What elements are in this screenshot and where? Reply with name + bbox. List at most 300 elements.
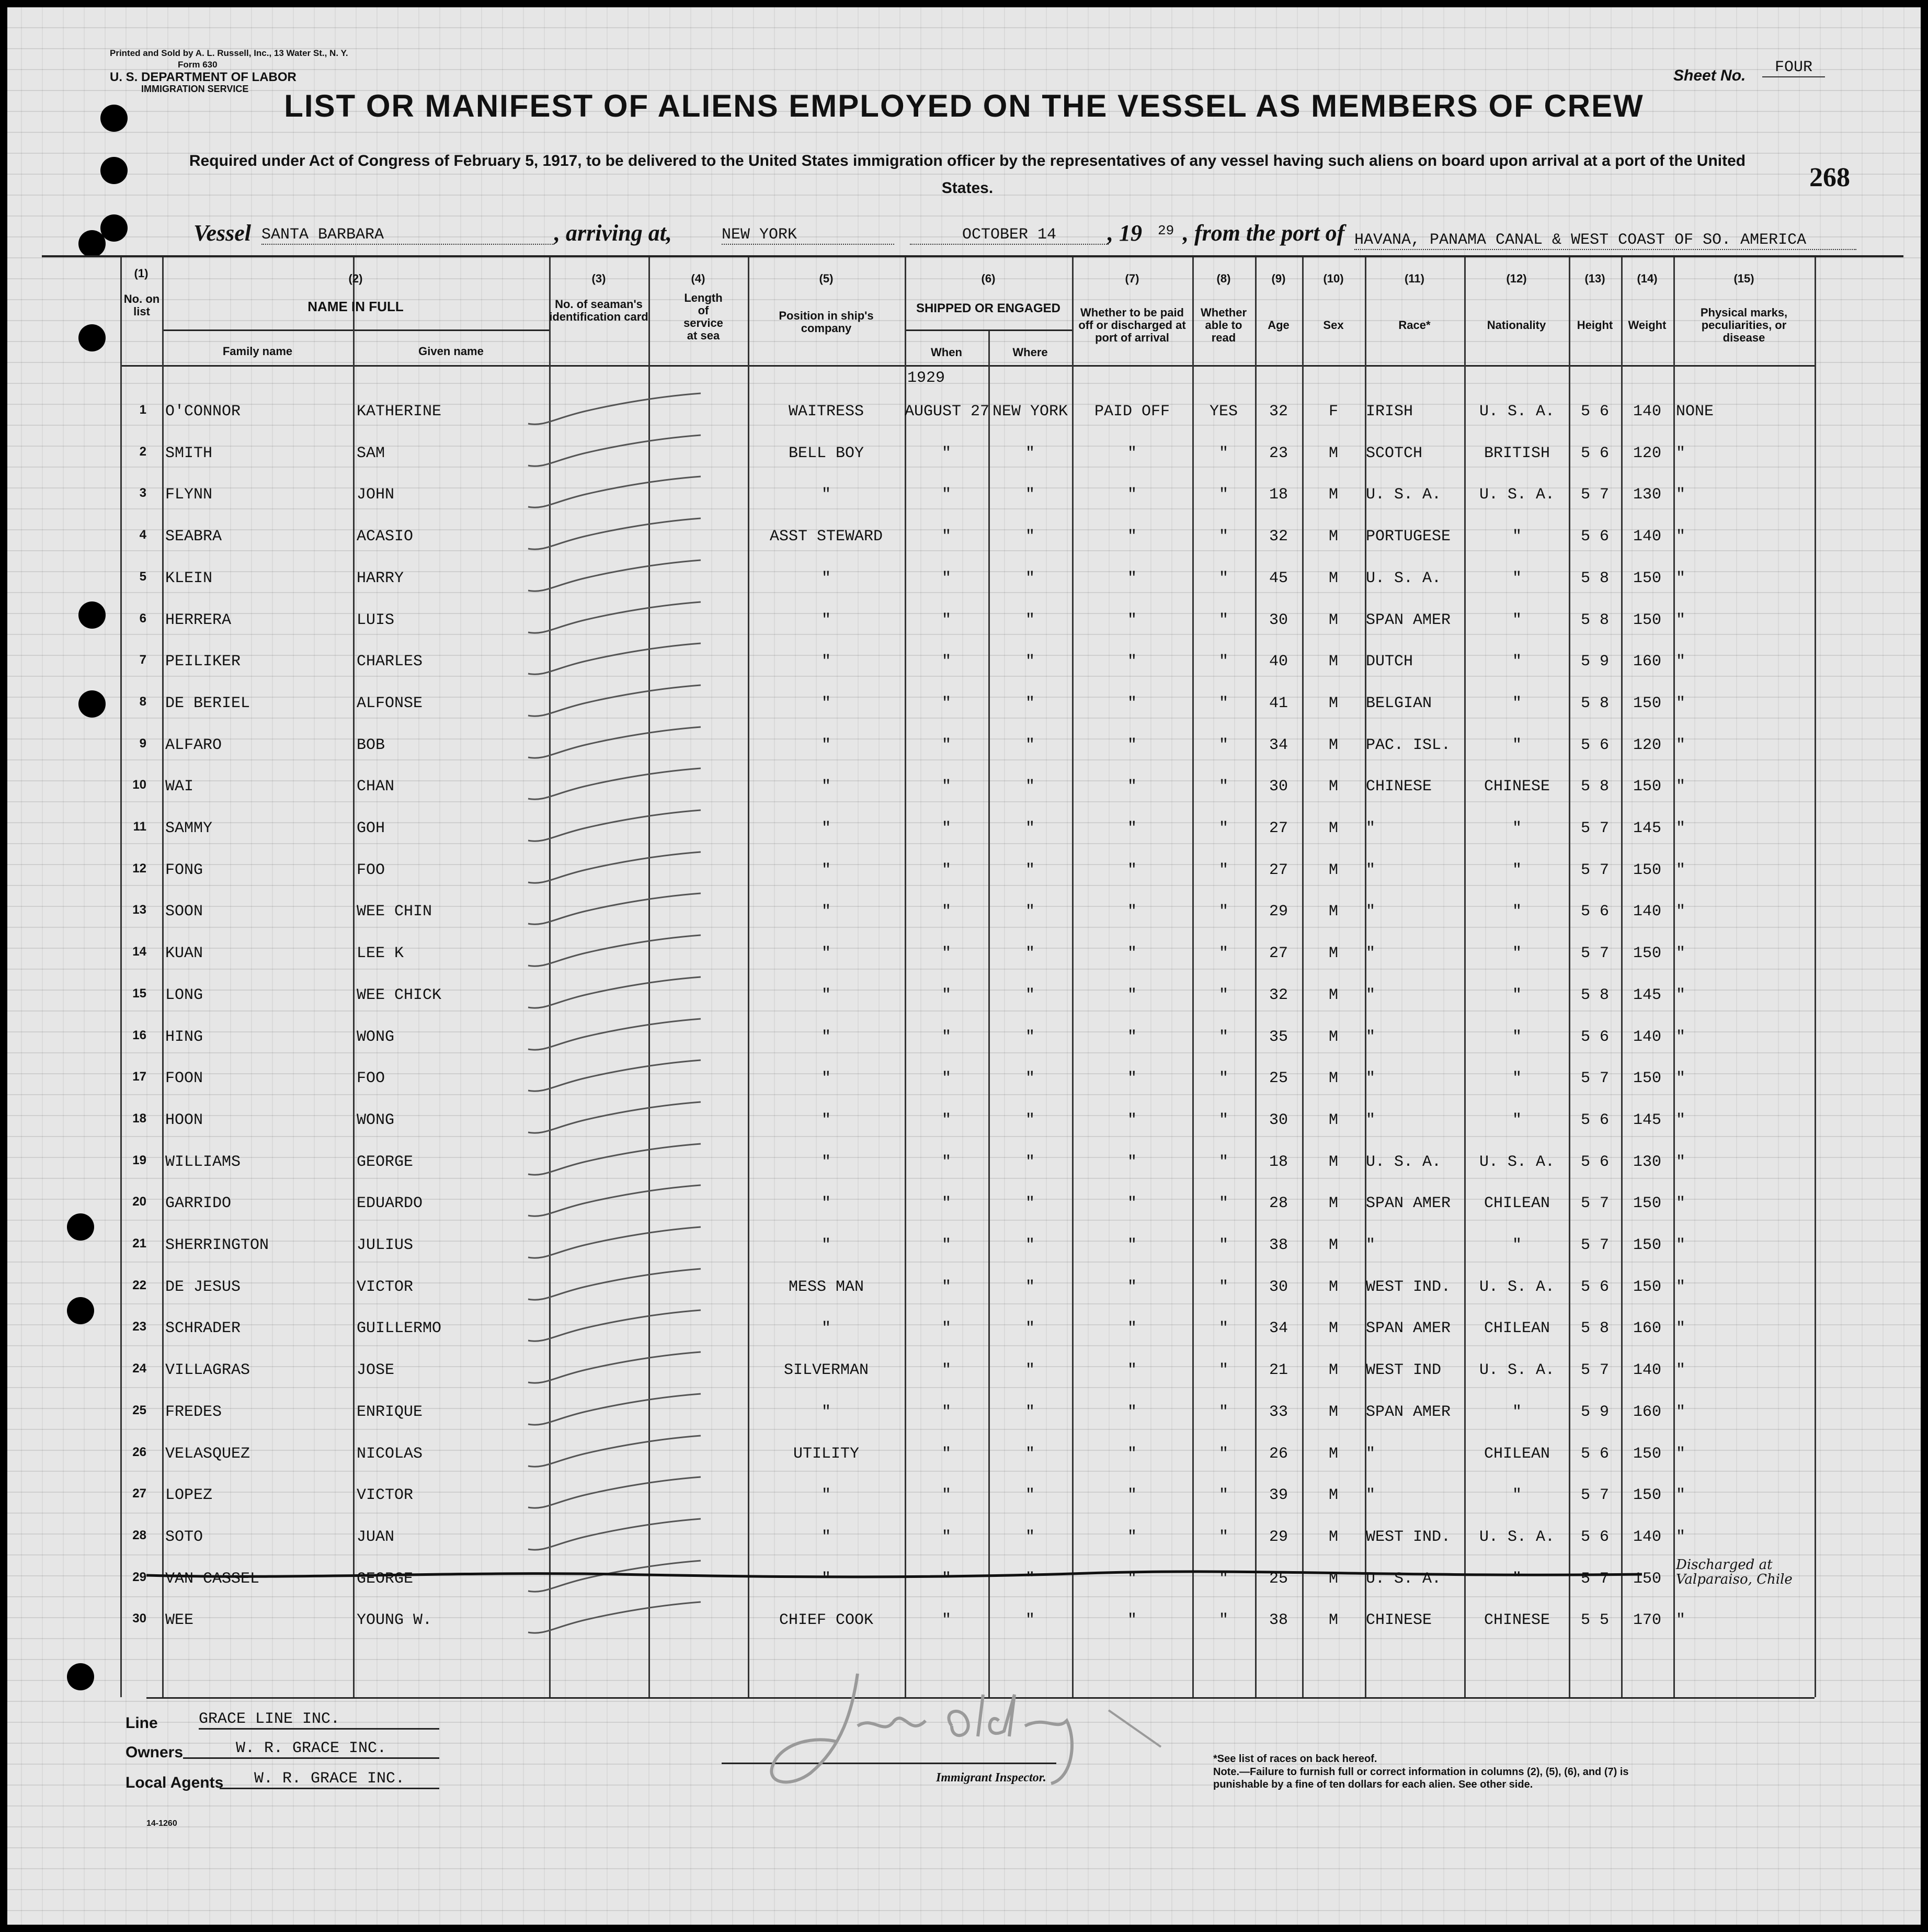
form-number: Form 630: [178, 60, 218, 70]
shipped-where-cell: ": [1025, 445, 1035, 462]
nationality-cell: ": [1512, 653, 1522, 670]
able-to-read-cell: ": [1218, 695, 1228, 712]
paid-off-cell: ": [1127, 736, 1137, 754]
able-to-read-cell: ": [1218, 1403, 1228, 1421]
given-name-cell: LUIS: [357, 611, 395, 629]
pencil-check-mark: [523, 1518, 711, 1560]
height-cell: 5 9: [1580, 653, 1609, 670]
given-name-cell: SAM: [357, 445, 385, 462]
race-cell: WEST IND: [1366, 1361, 1442, 1379]
agents-label: Local Agents: [126, 1774, 224, 1791]
row-number: 19: [132, 1153, 146, 1167]
age-cell: 21: [1269, 1361, 1288, 1379]
given-name-cell: LEE K: [357, 945, 404, 962]
table-row: [0, 1611, 1928, 1643]
col-1-heading: No. on list: [123, 292, 160, 318]
nationality-cell: CHINESE: [1484, 778, 1550, 795]
shipped-when-cell: ": [941, 1611, 951, 1629]
race-cell: DUTCH: [1366, 653, 1413, 670]
position-cell: ": [821, 1486, 831, 1504]
nationality-cell: U. S. A.: [1479, 403, 1555, 421]
able-to-read-cell: ": [1218, 778, 1228, 795]
pencil-check-mark: [523, 1476, 711, 1518]
age-cell: 25: [1269, 1070, 1288, 1087]
shipped-where-cell: ": [1025, 570, 1035, 587]
given-name-cell: WEE CHIN: [357, 903, 432, 920]
sex-cell: M: [1328, 1486, 1338, 1504]
table-row: [0, 778, 1928, 809]
sex-cell: M: [1328, 1361, 1338, 1379]
pencil-check-mark: [523, 601, 711, 643]
page-title: LIST OR MANIFEST OF ALIENS EMPLOYED ON THE VESSEL AS MEMBERS OF CREW: [284, 88, 1644, 123]
shipped-where-cell: ": [1025, 1611, 1035, 1629]
weight-cell: 120: [1633, 445, 1661, 462]
shipped-where-cell: ": [1025, 1570, 1035, 1588]
physical-marks-cell: ": [1676, 1236, 1686, 1254]
sex-cell: M: [1328, 653, 1338, 670]
given-name-cell: FOO: [357, 861, 385, 879]
height-cell: 5 6: [1580, 903, 1609, 920]
position-cell: ": [821, 945, 831, 962]
sex-cell: M: [1328, 695, 1338, 712]
race-cell: SCOTCH: [1366, 445, 1423, 462]
age-cell: 30: [1269, 1278, 1288, 1296]
col-12-heading: Nationality: [1487, 319, 1546, 332]
position-cell: ": [821, 986, 831, 1004]
given-name-cell: GEORGE: [357, 1570, 414, 1588]
col-2-heading: NAME IN FULL: [307, 299, 404, 314]
family-name-cell: SOTO: [165, 1528, 203, 1546]
col-3-number: (3): [591, 272, 606, 285]
col-14-heading: Weight: [1628, 319, 1667, 332]
table-row: [0, 528, 1928, 559]
row-number: 7: [139, 653, 146, 667]
able-to-read-cell: ": [1218, 528, 1228, 545]
col-15-number: (15): [1733, 272, 1754, 285]
position-cell: UTILITY: [793, 1445, 860, 1463]
family-name-cell: FOON: [165, 1070, 203, 1087]
race-cell: BELGIAN: [1366, 695, 1432, 712]
shipped-when-cell: ": [941, 486, 951, 504]
shipped-where-cell: ": [1025, 986, 1035, 1004]
shipped-where-cell: ": [1025, 1320, 1035, 1337]
nationality-cell: CHILEAN: [1484, 1445, 1550, 1463]
race-cell: SPAN AMER: [1366, 1403, 1451, 1421]
row-number: 24: [132, 1361, 146, 1376]
race-cell: ": [1366, 1028, 1376, 1046]
arriving-port: NEW YORK: [722, 226, 894, 245]
col-10-heading: Sex: [1323, 319, 1344, 332]
table-row: [0, 903, 1928, 934]
race-cell: ": [1366, 986, 1376, 1004]
race-cell: SPAN AMER: [1366, 611, 1451, 629]
weight-cell: 140: [1633, 528, 1661, 545]
table-row: [0, 1486, 1928, 1518]
row-number: 11: [133, 820, 146, 834]
sex-cell: M: [1328, 1320, 1338, 1337]
height-cell: 5 7: [1580, 861, 1609, 879]
height-cell: 5 7: [1580, 820, 1609, 837]
shipped-where-cell: ": [1025, 695, 1035, 712]
family-name-cell: SEABRA: [165, 528, 222, 545]
table-row: [0, 695, 1928, 726]
given-name-cell: FOO: [357, 1070, 385, 1087]
height-cell: 5 8: [1580, 611, 1609, 629]
height-cell: 5 8: [1580, 695, 1609, 712]
paid-off-cell: ": [1127, 1570, 1137, 1588]
able-to-read-cell: ": [1218, 1611, 1228, 1629]
table-row: [0, 986, 1928, 1018]
physical-marks-cell: ": [1676, 1028, 1686, 1046]
physical-marks-cell: ": [1676, 1528, 1686, 1546]
able-to-read-cell: ": [1218, 1486, 1228, 1504]
age-cell: 27: [1269, 820, 1288, 837]
punch-hole: [67, 1663, 94, 1690]
nationality-cell: CHILEAN: [1484, 1195, 1550, 1212]
paid-off-cell: ": [1127, 653, 1137, 670]
shipped-when-cell: ": [941, 986, 951, 1004]
table-row: [0, 1445, 1928, 1476]
pencil-check-mark: [523, 684, 711, 726]
col-9-number: (9): [1271, 272, 1286, 285]
sex-cell: M: [1328, 903, 1338, 920]
family-name-cell: DE JESUS: [165, 1278, 241, 1296]
shipped-where-cell: ": [1025, 1278, 1035, 1296]
shipped-when-cell: ": [941, 695, 951, 712]
shipped-where-cell: ": [1025, 1528, 1035, 1546]
family-name-cell: PEILIKER: [165, 653, 241, 670]
table-row: [0, 445, 1928, 476]
position-cell: MESS MAN: [788, 1278, 864, 1296]
pencil-check-mark: [523, 434, 711, 476]
physical-marks-cell: ": [1676, 736, 1686, 754]
physical-marks-cell: ": [1676, 1195, 1686, 1212]
arrival-date: OCTOBER 14: [910, 226, 1109, 245]
weight-cell: 145: [1633, 986, 1661, 1004]
race-cell: SPAN AMER: [1366, 1195, 1451, 1212]
race-cell: U. S. A.: [1366, 570, 1442, 587]
physical-marks-cell: ": [1676, 528, 1686, 545]
age-cell: 32: [1269, 403, 1288, 421]
weight-cell: 150: [1633, 1070, 1661, 1087]
shipped-when-cell: ": [941, 1403, 951, 1421]
physical-marks-cell: ": [1676, 695, 1686, 712]
pencil-check-mark: [523, 1018, 711, 1060]
weight-cell: 150: [1633, 1195, 1661, 1212]
able-to-read-cell: ": [1218, 570, 1228, 587]
able-to-read-cell: ": [1218, 736, 1228, 754]
height-cell: 5 6: [1580, 1445, 1609, 1463]
sex-cell: M: [1328, 945, 1338, 962]
table-row: [0, 653, 1928, 684]
position-cell: ": [821, 903, 831, 920]
physical-marks-cell: NONE: [1676, 403, 1714, 421]
nationality-cell: ": [1512, 945, 1522, 962]
shipped-when-cell: ": [941, 653, 951, 670]
row-number: 9: [139, 736, 146, 751]
col-5-number: (5): [819, 272, 834, 285]
sex-cell: M: [1328, 1153, 1338, 1171]
row-number: 5: [139, 570, 146, 584]
punch-hole: [78, 324, 106, 351]
age-cell: 40: [1269, 653, 1288, 670]
position-cell: ": [821, 1028, 831, 1046]
physical-marks-cell: ": [1676, 861, 1686, 879]
shipped-when-cell: ": [941, 736, 951, 754]
position-cell: CHIEF COOK: [779, 1611, 874, 1629]
able-to-read-cell: ": [1218, 986, 1228, 1004]
age-cell: 26: [1269, 1445, 1288, 1463]
age-cell: 33: [1269, 1403, 1288, 1421]
table-row: [0, 1070, 1928, 1101]
family-name-cell: KUAN: [165, 945, 203, 962]
given-name-cell: GEORGE: [357, 1153, 414, 1171]
physical-marks-cell: ": [1676, 945, 1686, 962]
penalty-note: Note.—Failure to furnish full or correct information in columns (2), (5), (6), and (7) is punishable by a fine of ten dollars for each alien. See other side.: [1213, 1766, 1629, 1790]
weight-cell: 120: [1633, 736, 1661, 754]
paid-off-cell: ": [1127, 1278, 1137, 1296]
table-row: [0, 820, 1928, 851]
able-to-read-cell: ": [1218, 820, 1228, 837]
paid-off-cell: ": [1127, 1403, 1137, 1421]
col-6a-heading: When: [931, 346, 962, 359]
footer-form-code: 14-1260: [146, 1819, 177, 1828]
shipped-where-cell: ": [1025, 736, 1035, 754]
weight-cell: 150: [1633, 1236, 1661, 1254]
owners-value: W. R. GRACE INC.: [183, 1740, 439, 1759]
able-to-read-cell: ": [1218, 1153, 1228, 1171]
age-cell: 29: [1269, 1528, 1288, 1546]
family-name-cell: SHERRINGTON: [165, 1236, 269, 1254]
position-cell: ": [821, 653, 831, 670]
sex-cell: M: [1328, 1028, 1338, 1046]
shipped-where-cell: ": [1025, 945, 1035, 962]
row-number: 29: [132, 1570, 146, 1584]
nationality-cell: ": [1512, 986, 1522, 1004]
sex-cell: M: [1328, 486, 1338, 504]
family-name-cell: VELASQUEZ: [165, 1445, 250, 1463]
pencil-check-mark: [523, 1184, 711, 1226]
able-to-read-cell: ": [1218, 1070, 1228, 1087]
given-name-cell: EDUARDO: [357, 1195, 423, 1212]
nationality-cell: CHILEAN: [1484, 1320, 1550, 1337]
col-4-number: (4): [691, 272, 705, 285]
weight-cell: 140: [1633, 1028, 1661, 1046]
nationality-cell: ": [1512, 570, 1522, 587]
shipped-where-cell: ": [1025, 611, 1035, 629]
age-cell: 27: [1269, 945, 1288, 962]
race-cell: WEST IND.: [1366, 1528, 1451, 1546]
paid-off-cell: ": [1127, 1111, 1137, 1129]
age-cell: 28: [1269, 1195, 1288, 1212]
shipped-where-cell: ": [1025, 1486, 1035, 1504]
able-to-read-cell: ": [1218, 653, 1228, 670]
shipped-where-cell: ": [1025, 1361, 1035, 1379]
row-number: 8: [139, 695, 146, 709]
family-name-cell: HING: [165, 1028, 203, 1046]
race-cell: ": [1366, 1236, 1376, 1254]
race-cell: U. S. A.: [1366, 486, 1442, 504]
physical-marks-cell: Discharged at Valparaiso, Chile: [1676, 1557, 1793, 1587]
shipped-when-cell: ": [941, 1361, 951, 1379]
col-2b-heading: Given name: [418, 345, 484, 358]
col-3-heading: No. of seaman's identification card: [549, 298, 648, 323]
punch-hole: [78, 230, 106, 257]
sex-cell: M: [1328, 1445, 1338, 1463]
pencil-check-mark: [523, 934, 711, 976]
table-row: [0, 1320, 1928, 1351]
pencil-check-mark: [523, 1601, 711, 1643]
family-name-cell: LOPEZ: [165, 1486, 213, 1504]
row-number: 17: [132, 1070, 146, 1084]
family-name-cell: KLEIN: [165, 570, 213, 587]
paid-off-cell: ": [1127, 1528, 1137, 1546]
height-cell: 5 8: [1580, 986, 1609, 1004]
weight-cell: 150: [1633, 1278, 1661, 1296]
able-to-read-cell: ": [1218, 1278, 1228, 1296]
position-cell: BELL BOY: [788, 445, 864, 462]
nationality-cell: ": [1512, 695, 1522, 712]
service-name: IMMIGRATION SERVICE: [141, 84, 249, 94]
sex-cell: M: [1328, 1195, 1338, 1212]
pencil-check-mark: [523, 1226, 711, 1268]
shipped-where-cell: ": [1025, 653, 1035, 670]
weight-cell: 160: [1633, 653, 1661, 670]
given-name-cell: ENRIQUE: [357, 1403, 423, 1421]
sex-cell: M: [1328, 570, 1338, 587]
pencil-check-mark: [523, 851, 711, 893]
table-top-rule: [42, 255, 1903, 257]
weight-cell: 130: [1633, 1153, 1661, 1171]
shipped-where-cell: ": [1025, 1153, 1035, 1171]
weight-cell: 150: [1633, 570, 1661, 587]
age-cell: 39: [1269, 1486, 1288, 1504]
nationality-cell: ": [1512, 1570, 1522, 1588]
col-13-number: (13): [1584, 272, 1605, 285]
sex-cell: M: [1328, 736, 1338, 754]
row-number: 12: [132, 861, 146, 876]
shipped-where-cell: ": [1025, 1111, 1035, 1129]
family-name-cell: FONG: [165, 861, 203, 879]
row-number: 22: [132, 1278, 146, 1292]
physical-marks-cell: ": [1676, 1445, 1686, 1463]
col-8-heading: Whether able to read: [1201, 306, 1247, 344]
page-number: 268: [1809, 163, 1850, 192]
shipped-when-cell: AUGUST 27: [905, 403, 990, 421]
pencil-check-mark: [523, 1393, 711, 1435]
inspector-label: Immigrant Inspector.: [936, 1771, 1046, 1785]
given-name-cell: ACASIO: [357, 528, 414, 545]
shipped-where-cell: ": [1025, 1070, 1035, 1087]
row-number: 26: [132, 1445, 146, 1459]
paid-off-cell: ": [1127, 1195, 1137, 1212]
height-cell: 5 6: [1580, 736, 1609, 754]
row-number: 27: [132, 1486, 146, 1501]
row-number: 30: [132, 1611, 146, 1626]
weight-cell: 160: [1633, 1320, 1661, 1337]
col-14-number: (14): [1637, 272, 1658, 285]
family-name-cell: LONG: [165, 986, 203, 1004]
physical-marks-cell: ": [1676, 445, 1686, 462]
row-number: 4: [139, 528, 146, 542]
col-12-number: (12): [1506, 272, 1527, 285]
paid-off-cell: ": [1127, 1236, 1137, 1254]
position-cell: ": [821, 1070, 831, 1087]
col-4-heading: Length of service at sea: [683, 291, 723, 342]
position-cell: ": [821, 820, 831, 837]
able-to-read-cell: YES: [1209, 403, 1238, 421]
col-7-number: (7): [1125, 272, 1139, 285]
sex-cell: M: [1328, 861, 1338, 879]
family-name-cell: WEE: [165, 1611, 194, 1629]
height-cell: 5 5: [1580, 1611, 1609, 1629]
shipped-when-cell: ": [941, 1528, 951, 1546]
race-cell: CHINESE: [1366, 778, 1432, 795]
family-name-cell: HERRERA: [165, 611, 232, 629]
physical-marks-cell: ": [1676, 1111, 1686, 1129]
table-row: [0, 861, 1928, 893]
family-name-cell: FREDES: [165, 1403, 222, 1421]
able-to-read-cell: ": [1218, 1111, 1228, 1129]
pencil-check-mark: [523, 517, 711, 559]
age-cell: 25: [1269, 1570, 1288, 1588]
physical-marks-cell: ": [1676, 1070, 1686, 1087]
table-row: [0, 736, 1928, 768]
able-to-read-cell: ": [1218, 1570, 1228, 1588]
age-cell: 30: [1269, 1111, 1288, 1129]
given-name-cell: NICOLAS: [357, 1445, 423, 1463]
sex-cell: M: [1328, 1236, 1338, 1254]
pencil-check-mark: [523, 1435, 711, 1476]
printer-credit: Printed and Sold by A. L. Russell, Inc., 13 Water St., N. Y.: [110, 48, 348, 58]
family-name-cell: SMITH: [165, 445, 213, 462]
shipped-when-cell: ": [941, 1445, 951, 1463]
able-to-read-cell: ": [1218, 1445, 1228, 1463]
col-2-number: (2): [348, 272, 363, 285]
family-name-cell: WILLIAMS: [165, 1153, 241, 1171]
age-cell: 29: [1269, 903, 1288, 920]
weight-cell: 150: [1633, 1445, 1661, 1463]
position-cell: ": [821, 1153, 831, 1171]
height-cell: 5 6: [1580, 1528, 1609, 1546]
year-prefix: , 19: [1108, 220, 1142, 246]
given-name-cell: JULIUS: [357, 1236, 414, 1254]
row-number: 28: [132, 1528, 146, 1542]
row-number: 6: [139, 611, 146, 626]
weight-cell: 150: [1633, 1486, 1661, 1504]
able-to-read-cell: ": [1218, 486, 1228, 504]
paid-off-cell: ": [1127, 1153, 1137, 1171]
year-suffix: 29: [1158, 223, 1174, 238]
paid-off-cell: ": [1127, 1486, 1137, 1504]
given-name-cell: VICTOR: [357, 1278, 414, 1296]
table-row: [0, 1361, 1928, 1393]
given-name-cell: HARRY: [357, 570, 404, 587]
height-cell: 5 6: [1580, 1028, 1609, 1046]
nationality-cell: U. S. A.: [1479, 1153, 1555, 1171]
weight-cell: 140: [1633, 903, 1661, 920]
able-to-read-cell: ": [1218, 903, 1228, 920]
able-to-read-cell: ": [1218, 1028, 1228, 1046]
race-cell: IRISH: [1366, 403, 1413, 421]
sex-cell: M: [1328, 445, 1338, 462]
race-cell: SPAN AMER: [1366, 1320, 1451, 1337]
given-name-cell: GUILLERMO: [357, 1320, 442, 1337]
weight-cell: 150: [1633, 1570, 1661, 1588]
paid-off-cell: ": [1127, 445, 1137, 462]
table-row: [0, 1236, 1928, 1268]
agents-value: W. R. GRACE INC.: [220, 1770, 439, 1789]
